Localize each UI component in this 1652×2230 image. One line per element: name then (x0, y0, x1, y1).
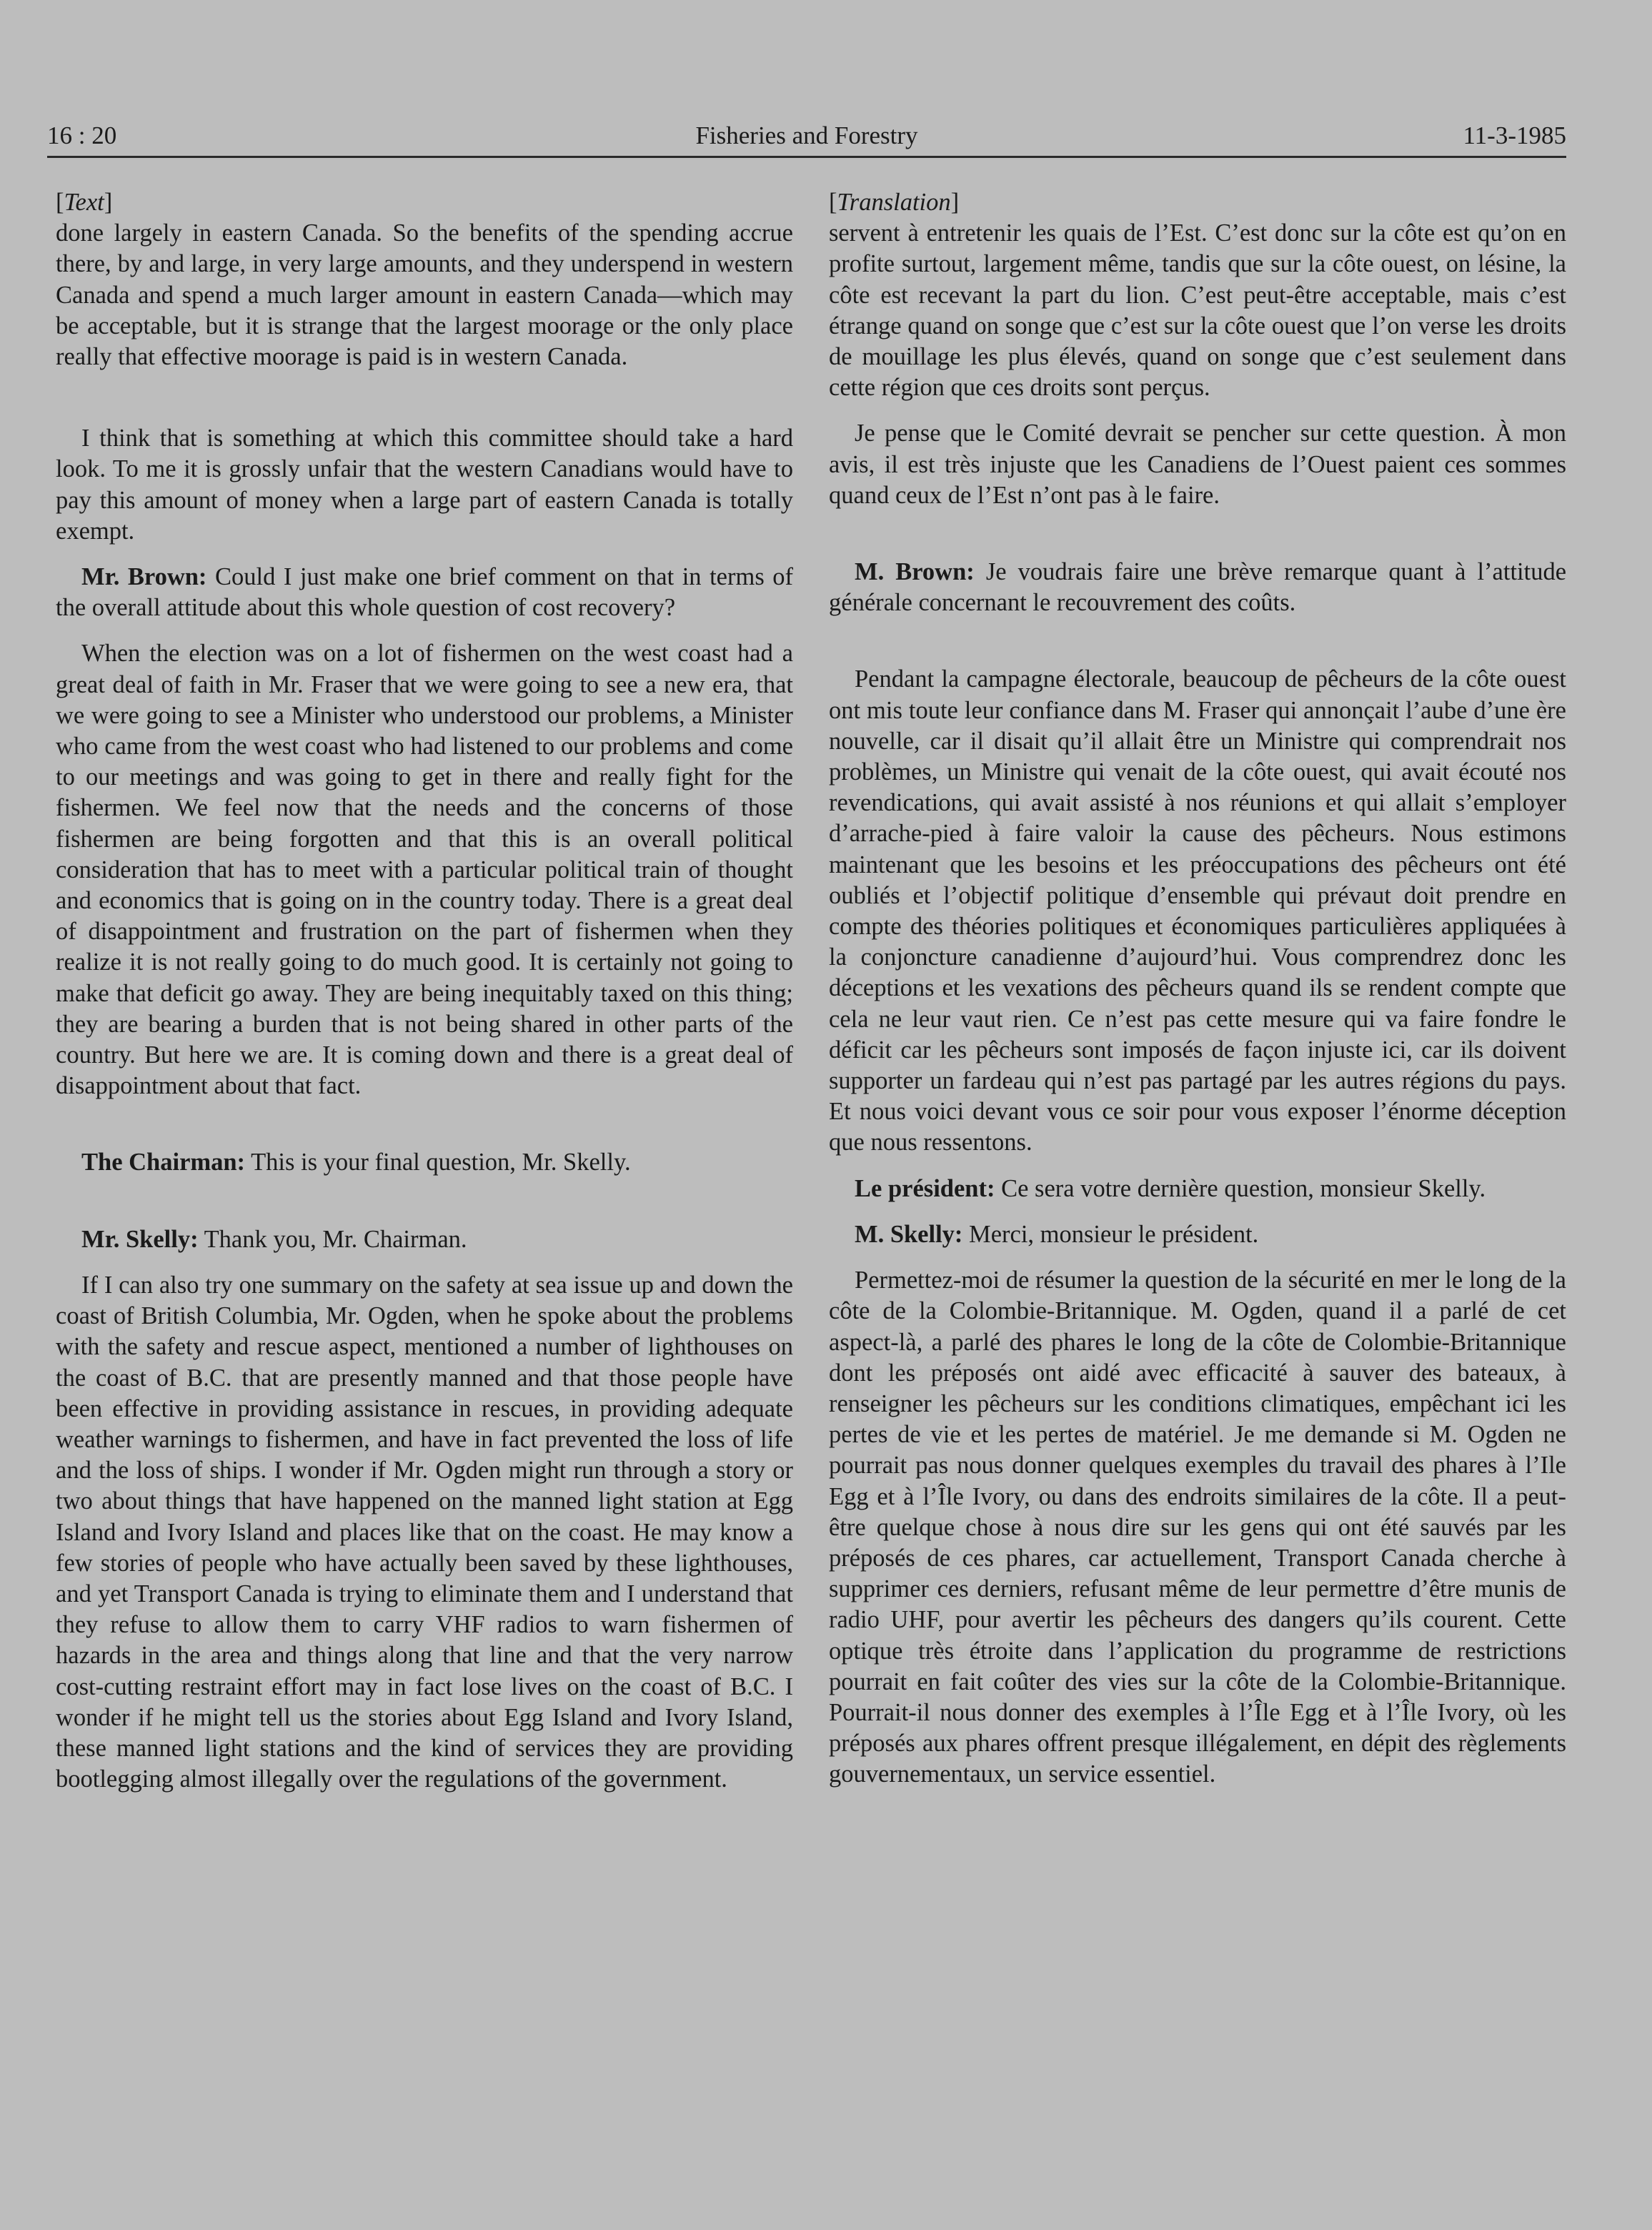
language-tag: [Text] (56, 189, 113, 216)
speech-text: Je voudrais faire une brève remarque quant à l’attitude générale concernant le recouvrement des coûts. (829, 558, 1567, 617)
paragraph: Je pense que le Comité devrait se pencher sur cette question. À mon avis, il est très injuste que les Canadiens de l’Ouest paient ces sommes quand ceux de l’Est n’ont pas à le faire. (829, 420, 1566, 509)
speaker-name: Le président: (855, 1174, 995, 1202)
french-column (829, 187, 1566, 1790)
speech-text: Thank you, Mr. Chairman. (204, 1225, 467, 1253)
english-column (56, 187, 793, 1795)
paragraph: Pendant la campagne électorale, beaucoup de pêcheurs de la côte ouest ont mis toute leur confiance dans M. Fraser qui annonçait l’aube d’une ère nouvelle, car il disait qu’il allait être un Ministre qui comprendrait nos problèmes, un Ministre qui venait de la côte ouest, qui avait écouté nos revendications, qui avait assisté à nos réunions et qui allait s’employer d’arrache-pied à faire valoir la cause des pêcheurs. Nous estimons maintenant que les besoins et les préoccupations des pêcheurs ont été oubliés et l’objectif politique d’ensemble qui prévaut doit prendre en compte des théories politiques et économiques particulières appliquées à la conjoncture canadienne d’aujourd’hui. Vous comprendrez donc les déceptions et les vexations des pêcheurs quand ils se rendent compte que cela ne leur vaut rien. Ce n’est pas cette mesure qui va faire fondre le déficit car les pêcheurs sont imposés de façon injuste ici, car ils doivent supporter un fardeau qui n’est pas partagé par les autres régions du pays. Et nous voici devant vous ce soir pour vous exposer l’énorme déception que nous ressentons. (829, 665, 1566, 1156)
paragraph: Permettez-moi de résumer la question de la sécurité en mer le long de la côte de la Colombie-Britannique. M. Ogden, quand il a parlé de cet aspect-là, a parlé des phares le long de la côte de Colombie-Britannique dont les préposés ont aidé avec efficacité à sauver des bateaux, à renseigner les pêcheurs sur les conditions climatiques, empêchant ici les pertes de vie et les pertes de matériel. Je me demande si M. Ogden ne pourrait pas nous donner quelques exemples du travail des phares à l’Ile Egg et à l’Île Ivory, ou dans des endroits similaires de la côte. Il a peut-être quelque chose à nous dire sur les gens qui ont été sauvés par les préposés de ces phares, car actuellement, Transport Canada cherche à supprimer ces derniers, refusant même de leur permettre d’être munis de radio UHF, pour avertir les pêcheurs des dangers qu’ils courent. Cette optique très étroite dans l’application du programme de restrictions pourrait en fait coûter des vies sur la côte de la Colombie-Britannique. Pourrait-il nous donner des exemples à l’Île Egg et à l’Île Ivory, où les préposés aux phares offrent presque illégalement, en dépit des règlements gouvernementaux, un service essentiel. (829, 1267, 1566, 1788)
speaker-name: Mr. Brown: (81, 563, 207, 591)
page-number: 16 : 20 (47, 122, 117, 149)
speech-text: Ce sera votre dernière question, monsieur Skelly. (1001, 1174, 1486, 1202)
speech-paragraph (829, 1219, 1566, 1250)
speaker-name: Mr. Skelly: (81, 1225, 199, 1253)
paragraph: When the election was on a lot of fishermen on the west coast had a great deal of faith in Mr. Fraser that we were going to see a new era, that we were going to see a Minister who understood our problems, a Minister who came from the west coast who had listened to our problems and come to our meetings and was going to get in there and really fight for the fishermen. We feel now that the needs and the concerns of those fishermen are being forgotten and that this is an overall political consideration that has to meet with a particular political train of thought and economics that is going on in the country today. There is a great deal of disappointment and frustration on the part of fishermen when they realize it is not really going to do much good. It is certainly not going to make that deficit go away. They are being inequitably taxed on this thing; they are bearing a burden that is not being shared in other parts of the country. But here we are. It is coming down and there is a great deal of disappointment about that fact. (56, 640, 793, 1100)
running-header (47, 120, 1566, 158)
paragraph: I think that is something at which this committee should take a hard look. To me it is grossly unfair that the western Canadians would have to pay this amount of money when a large part of eastern Canada is totally exempt. (56, 425, 793, 545)
paragraph: If I can also try one summary on the safety at sea issue up and down the coast of British Columbia, Mr. Ogden, when he spoke about the problems with the safety and rescue aspect, mentioned a number of lighthouses on the coast of B.C. that are presently manned and that those people have been effective in providing assistance in rescues, in providing adequate weather warnings to fishermen, and have in fact prevented the loss of life and the loss of ships. I wonder if Mr. Ogden might run through a story or two about things that have happened on the manned light station at Egg Island and Ivory Island and places like that on the coast. He may know a few stories of people who have actually been saved by these lighthouses, and yet Transport Canada is trying to eliminate them and I understand that they refuse to allow them to carry VHF radios to warn fishermen of hazards in the area and things along that line and that the very narrow cost-cutting restraint effort may in fact lose lives on the coast of B.C. I wonder if he might tell us the stories about Egg Island and Ivory Island, these manned light stations and the kind of services they are providing bootlegging almost illegally over the regulations of the government. (56, 1271, 793, 1793)
speech-text: Could I just make one brief comment on that in terms of the overall attitude about this whole question of cost recovery? (56, 563, 794, 622)
speech-paragraph (829, 1174, 1566, 1204)
speech-paragraph (56, 1147, 793, 1178)
speaker-name: The Chairman: (81, 1149, 246, 1176)
paragraph: servent à entretenir les quais de l’Est. C’est donc sur la côte est qu’on en profite surtout, largement même, tandis que sur la côte ouest, on lésine, la côte est recevant la part du lion. C’est peut-être acceptable, mais c’est étrange quand on songe que c’est sur la côte ouest que l’on verse les droits de mouillage les plus élevés, quand on songe que c’est seulement dans cette région que ces droits sont perçus. (829, 219, 1566, 402)
publication-title: Fisheries and Forestry (695, 122, 918, 149)
header-date: 11-3-1985 (1463, 122, 1566, 149)
speech-paragraph (56, 562, 793, 623)
paragraph: done largely in eastern Canada. So the benefits of the spending accrue there, by and large, in very large amounts, and they underspend in western Canada and spend a much larger amount in eastern Canada—which may be acceptable, but it is strange that the largest moorage or the only place really that effective moorage is paid is in western Canada. (56, 219, 793, 371)
speech-text: Merci, monsieur le président. (969, 1220, 1259, 1248)
language-tag: [Translation] (829, 189, 960, 216)
speaker-name: M. Brown: (855, 558, 975, 586)
language-tag-label: Text (64, 189, 104, 216)
language-tag-label: Translation (837, 189, 951, 216)
speaker-name: M. Skelly: (855, 1220, 963, 1248)
speech-paragraph (56, 1224, 793, 1255)
speech-paragraph (829, 557, 1566, 618)
speech-text: This is your final question, Mr. Skelly. (251, 1149, 631, 1176)
